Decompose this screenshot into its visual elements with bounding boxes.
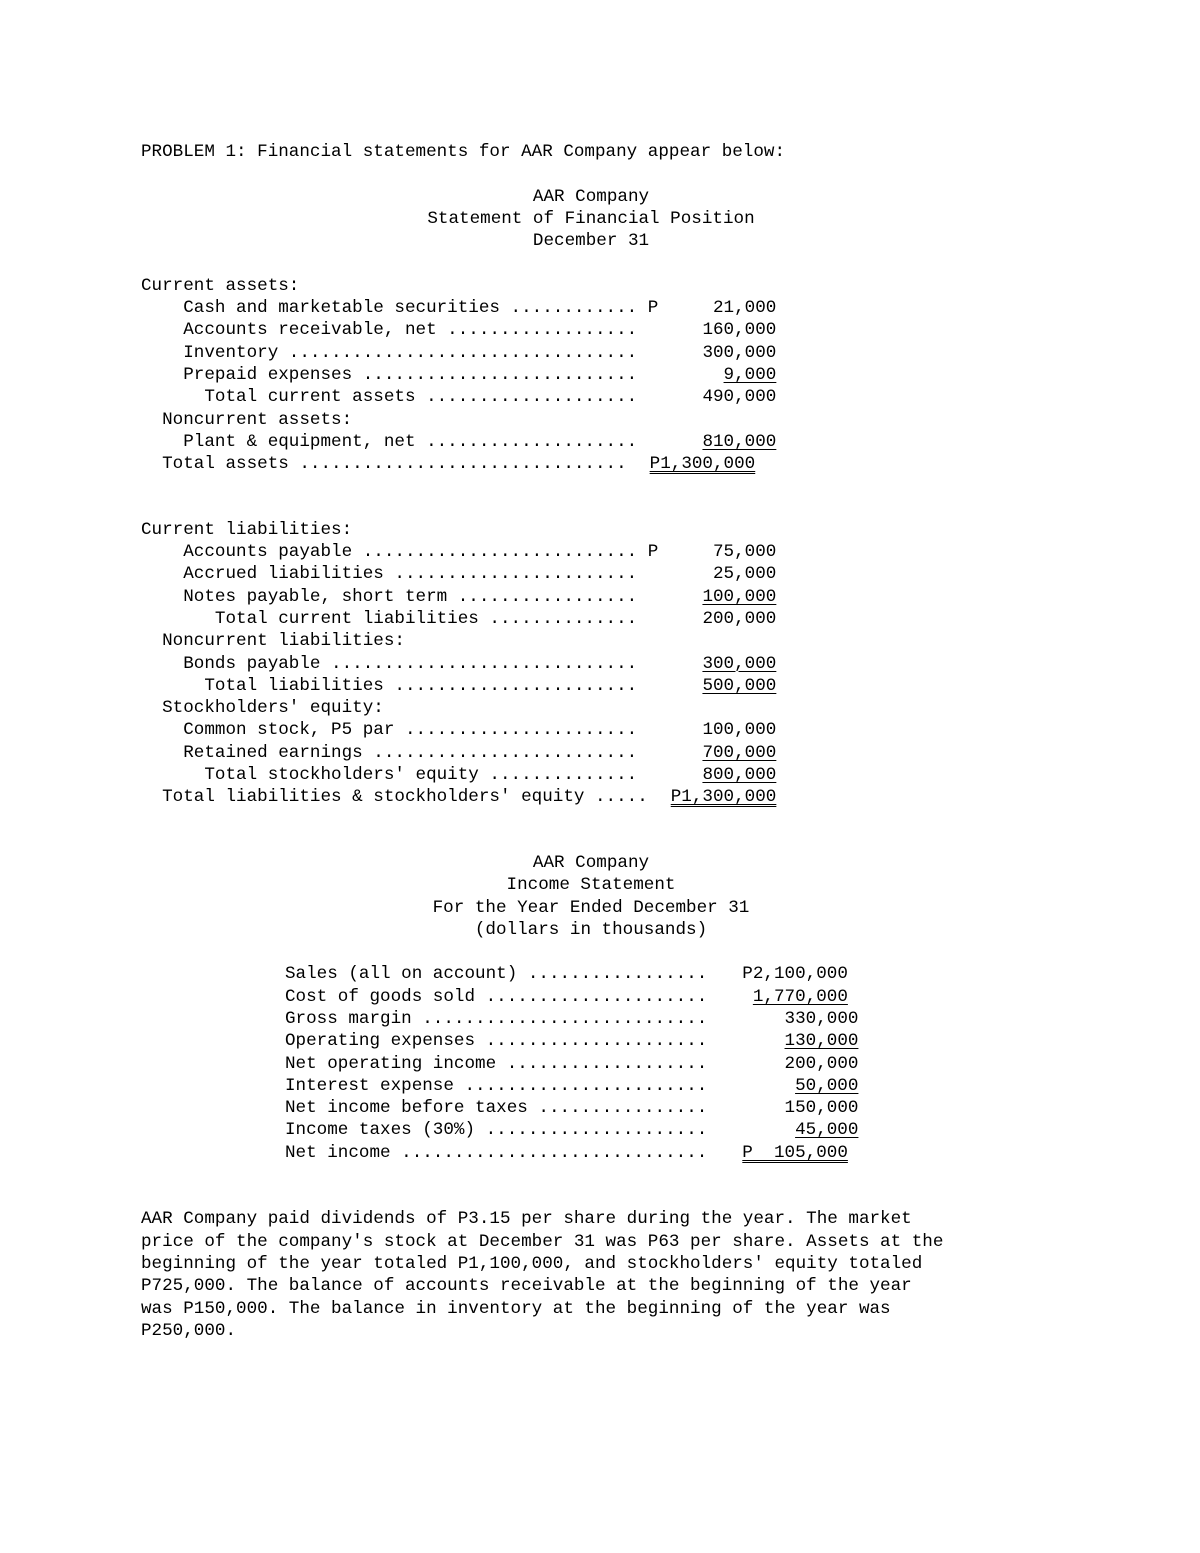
row-value: P1,300,000 — [670, 787, 777, 808]
row-label: Plant & equipment, net .................... — [141, 431, 659, 452]
bs-company-name: AAR Company — [532, 186, 650, 207]
row-label: Total assets ............................... — [141, 454, 638, 475]
row-value: P2,100,000 — [742, 964, 848, 985]
paragraph-line: P725,000. The balance of accounts receivable at the beginning of the year — [141, 1276, 912, 1297]
is-row-net-income — [285, 1142, 1200, 1164]
noncurrent-liabilities-header: Noncurrent liabilities: — [141, 631, 405, 652]
row-label: Accounts receivable, net .................. — [141, 320, 659, 341]
row-label: Common stock, P5 par ...................... — [141, 720, 659, 741]
paragraph-line: P250,000. — [141, 1320, 237, 1341]
bs-row-accounts-receivable — [141, 319, 1071, 341]
bs-row-accrued-liabilities — [141, 563, 1071, 585]
is-row-income-taxes — [285, 1119, 1200, 1141]
is-units: (dollars in thousands) — [474, 919, 708, 940]
bs-row-accounts-payable — [141, 541, 1071, 563]
is-row-operating-expenses — [285, 1030, 1200, 1052]
bs-statement-title: Statement of Financial Position — [427, 208, 755, 229]
bs-row-common-stock — [141, 719, 1071, 741]
additional-information-paragraph — [141, 1208, 1041, 1342]
is-row-cogs — [285, 986, 1200, 1008]
row-label: Total current assets .................... — [141, 387, 659, 408]
row-value: 75,000 — [712, 542, 777, 563]
bs-row-inventory — [141, 342, 1071, 364]
is-period: For the Year Ended December 31 — [432, 897, 750, 918]
paragraph-line: AAR Company paid dividends of P3.15 per share during the year. The market — [141, 1209, 912, 1230]
row-value: 100,000 — [702, 586, 777, 607]
row-value: 25,000 — [712, 564, 777, 585]
row-value: 810,000 — [702, 431, 777, 452]
bs-row-total-stockholders-equity — [141, 764, 1071, 786]
paragraph-line: price of the company's stock at December 31 was P63 per share. Assets at the — [141, 1231, 944, 1252]
row-value: 700,000 — [702, 742, 777, 763]
is-row-interest-expense — [285, 1075, 1200, 1097]
row-value: 9,000 — [723, 364, 777, 385]
row-value: 500,000 — [702, 675, 777, 696]
bs-row-total-current-assets — [141, 386, 1071, 408]
bs-row-bonds-payable — [141, 653, 1071, 675]
row-value: 300,000 — [702, 342, 777, 363]
row-value: 130,000 — [784, 1031, 859, 1052]
bs-row-total-current-liabilities — [141, 608, 1071, 630]
problem-heading: PROBLEM 1: Financial statements for AAR Company appear below: — [141, 142, 786, 162]
row-label: Prepaid expenses .......................... — [141, 364, 659, 385]
row-value: 800,000 — [702, 765, 777, 786]
paragraph-line: was P150,000. The balance in inventory at the beginning of the year was — [141, 1298, 891, 1319]
row-value: P1,300,000 — [649, 454, 756, 475]
row-value: P 105,000 — [742, 1142, 848, 1163]
row-label: Total liabilities ....................... — [141, 675, 659, 696]
paragraph-line: beginning of the year totaled P1,100,000, and stockholders' equity totaled — [141, 1253, 923, 1274]
row-label: Bonds payable ............................. — [141, 653, 659, 674]
bs-date: December 31 — [532, 231, 650, 252]
row-value: 45,000 — [795, 1120, 859, 1141]
row-label: Total current liabilities .............. — [141, 608, 659, 629]
row-value: 200,000 — [702, 608, 777, 629]
row-label: Income taxes (30%) ..................... — [285, 1120, 729, 1141]
row-value: 490,000 — [702, 387, 777, 408]
income-statement-body — [285, 963, 1200, 1164]
row-value: 330,000 — [784, 1008, 859, 1029]
noncurrent-assets-header: Noncurrent assets: — [141, 409, 353, 430]
document-page — [141, 141, 1071, 1342]
bs-row-cash — [141, 297, 1071, 319]
row-value: 100,000 — [702, 720, 777, 741]
row-label: Total liabilities & stockholders' equity ..... — [141, 787, 659, 808]
balance-sheet-liabilities — [141, 519, 1071, 809]
row-label: Accrued liabilities ....................... — [141, 564, 659, 585]
row-label: Cash and marketable securities ............ P — [141, 298, 659, 319]
row-label: Net income before taxes ................ — [285, 1098, 729, 1119]
row-value: 1,770,000 — [752, 986, 848, 1007]
bs-row-notes-payable — [141, 586, 1071, 608]
row-label: Sales (all on account) ................. — [285, 964, 718, 985]
row-label: Operating expenses ..................... — [285, 1031, 729, 1052]
row-value: 160,000 — [702, 320, 777, 341]
row-value: 21,000 — [712, 298, 777, 319]
bs-row-retained-earnings — [141, 742, 1071, 764]
bs-row-total-liabilities — [141, 675, 1071, 697]
is-company-name: AAR Company — [532, 852, 650, 873]
bs-row-prepaid — [141, 364, 1071, 386]
row-value: 300,000 — [702, 653, 777, 674]
row-label: Total stockholders' equity .............. — [141, 765, 659, 786]
row-value: 200,000 — [784, 1053, 859, 1074]
is-statement-title: Income Statement — [506, 875, 676, 896]
row-label: Net income ............................. — [285, 1142, 718, 1163]
bs-row-plant-equipment — [141, 431, 1071, 453]
is-row-net-operating-income — [285, 1053, 1200, 1075]
bs-row-total-liabilities-equity — [141, 786, 1071, 808]
is-row-gross-margin — [285, 1008, 1200, 1030]
row-label: Accounts payable .......................... P — [141, 542, 659, 563]
row-label: Gross margin ........................... — [285, 1008, 729, 1029]
row-label: Net operating income ................... — [285, 1053, 729, 1074]
row-label: Inventory ................................. — [141, 342, 659, 363]
balance-sheet-title-block — [141, 186, 1041, 253]
row-label: Interest expense ....................... — [285, 1075, 729, 1096]
current-liabilities-header: Current liabilities: — [141, 519, 353, 540]
stockholders-equity-header: Stockholders' equity: — [141, 698, 384, 719]
row-value: 150,000 — [784, 1098, 859, 1119]
row-value: 50,000 — [795, 1075, 859, 1096]
bs-row-total-assets — [141, 453, 1071, 475]
income-statement-title-block — [141, 852, 1041, 941]
current-assets-header: Current assets: — [141, 275, 300, 296]
row-label: Notes payable, short term ................. — [141, 586, 659, 607]
row-label: Cost of goods sold ..................... — [285, 986, 718, 1007]
is-row-sales — [285, 963, 1200, 985]
balance-sheet-assets — [141, 275, 1071, 476]
is-row-net-income-before-taxes — [285, 1097, 1200, 1119]
row-label: Retained earnings ......................... — [141, 742, 659, 763]
